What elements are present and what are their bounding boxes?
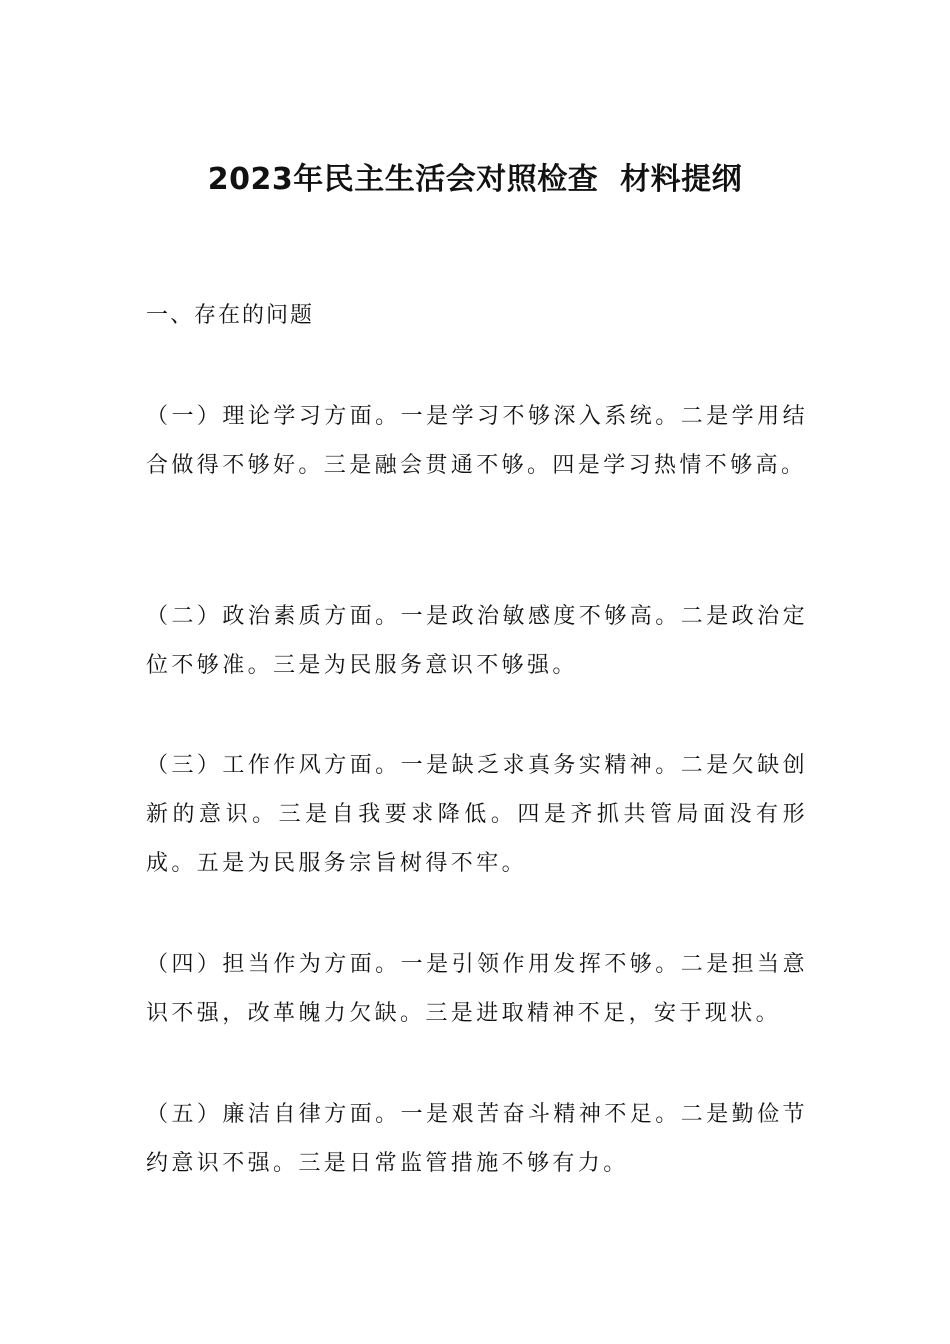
section-heading: 一、存在的问题: [146, 303, 315, 328]
paragraph-integrity: （五）廉洁自律方面。一是艰苦奋斗精神不足。二是勤俭节约意识不强。三是日常监管措施不够有力。: [146, 1102, 808, 1176]
paragraph-work-style: （三）工作作风方面。一是缺乏求真务实精神。二是欠缺创新的意识。三是自我要求降低。四是齐抓共管局面没有形成。五是为民服务宗旨树得不牢。: [146, 753, 808, 876]
paragraph-political-quality: （二）政治素质方面。一是政治敏感度不够高。二是政治定位不够准。三是为民服务意识不够强。: [146, 604, 808, 678]
paragraph-responsibility: （四）担当作为方面。一是引领作用发挥不够。二是担当意识不强，改革魄力欠缺。三是进取精神不足，安于现状。: [146, 952, 808, 1026]
document-title: 2023年民主生活会对照检查 材料提纲: [207, 162, 743, 197]
paragraph-theory-study: （一）理论学习方面。一是学习不够深入系统。二是学用结合做得不够好。三是融会贯通不够。四是学习热情不够高。: [146, 404, 808, 478]
